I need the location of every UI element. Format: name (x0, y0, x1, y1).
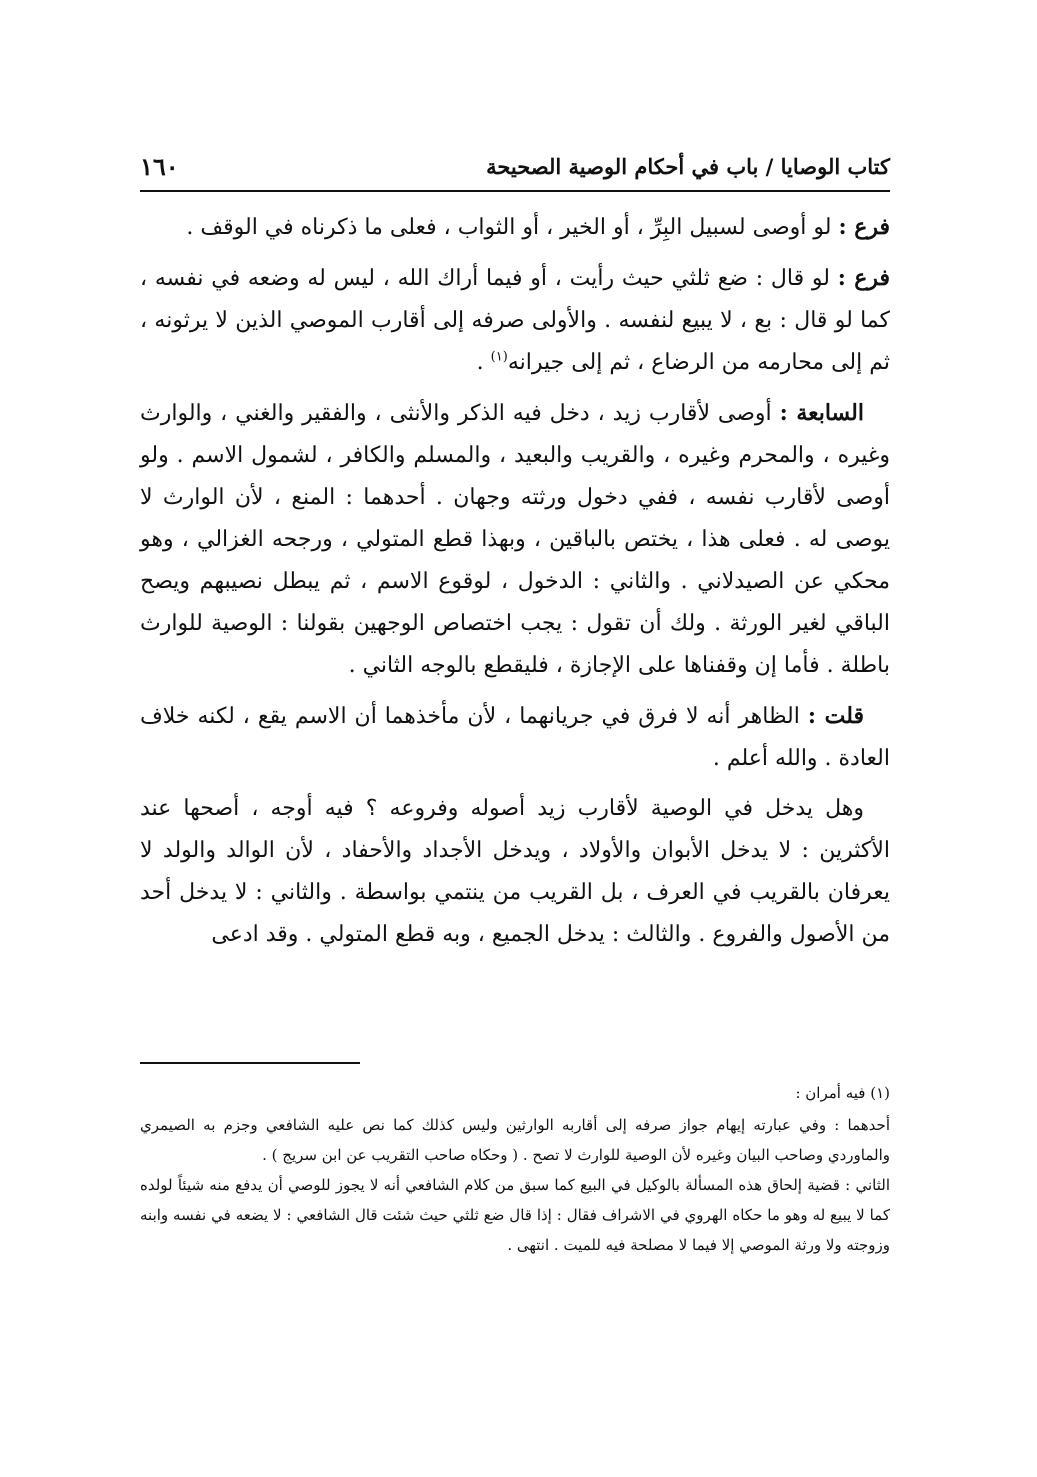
paragraph-text: وهل يدخل في الوصية لأقارب زيد أصوله وفروعه ؟ فيه أوجه ، أصحها عند الأكثرين : لا يدخل الأبوان والأولاد ، ويدخل الأجداد والأحفاد ، لأن الوالد والولد لا يعرفان بالقريب في العرف ، بل القريب من ينتمي بواسطة . والثاني : لا يدخل أحد من الأصول والفروع . والثالث : يدخل الجميع ، وبه قطع المتولي . وقد ادعى (140, 796, 890, 947)
paragraph-lead: السابعة : (779, 400, 864, 426)
footnote-heading: (١) فيه أمران : (795, 1084, 890, 1102)
paragraph-far-1 (140, 206, 890, 249)
footnotes (140, 1078, 890, 1260)
book-page (140, 140, 890, 1440)
footnote-divider (140, 1062, 360, 1064)
paragraph-text: لو أوصى لسبيل البِرِّ ، أو الخير ، أو الثواب ، فعلى ما ذكرناه في الوقف . (186, 215, 839, 240)
page-number: ١٦٠ (140, 152, 179, 181)
paragraph-usul-furu (140, 788, 890, 956)
paragraph-lead: فرع : (837, 265, 891, 291)
paragraph-far-2 (140, 257, 890, 384)
paragraph-text: لو قال : ضع ثلثي حيث رأيت ، أو فيما أراك الله ، ليس له وضعه في نفسه ، كما لو قال : بع ، لا يبيع لنفسه . والأولى صرفه إلى أقارب الموصي الذين لا يرثونه ، ثم إلى محارمه من الرضاع ، ثم إلى جيرانه (140, 266, 890, 375)
paragraph-lead: فرع : (838, 214, 890, 240)
paragraph-qultu (140, 695, 890, 780)
paragraph-tail: . (476, 350, 491, 375)
footnote-reference: (١) (490, 349, 508, 365)
paragraph-text: الظاهر أنه لا فرق في جريانهما ، لأن مأخذهما أن الاسم يقع ، لكنه خلاف العادة . والله أعلم . (140, 704, 890, 771)
running-title: كتاب الوصايا / باب في أحكام الوصية الصحيحة (486, 154, 890, 179)
footnote-item-second: الثاني : قضية إلحاق هذه المسألة بالوكيل في البيع كما سبق من كلام الشافعي أنه لا يجوز للوصي أن يدفع منه شيئاً لولده كما لا يبيع له وهو ما حكاه الهروي في الاشراف فقال : إذا قال ضع ثلثي حيث شئت قال الشافعي : لا يضعه في نفسه وابنه وزوجته ولا ورثة الموصي إلا فيما لا مصلحة فيه للميت . انتهى . (140, 1176, 890, 1254)
paragraph-lead: قلت : (807, 703, 865, 729)
paragraph-seventh (140, 392, 890, 687)
main-text (140, 206, 890, 964)
footnote-item-first: أحدهما : وفي عبارته إيهام جواز صرفه إلى أقاربه الوارثين وليس كذلك كما نص عليه الشافعي وجزم به الصيمري والماوردي وصاحب البيان وغيره لأن الوصية للوارث لا تصح . ( وحكاه صاحب التقريب عن ابن سريج ) . (140, 1116, 890, 1164)
paragraph-text: أوصى لأقارب زيد ، دخل فيه الذكر والأنثى ، والفقير والغني ، والوارث وغيره ، والمحرم وغيره ، والقريب والبعيد ، والمسلم والكافر ، لشمول الاسم . ولو أوصى لأقارب نفسه ، ففي دخول ورثته وجهان . أحدهما : المنع ، لأن الوارث لا يوصى له . فعلى هذا ، يختص بالباقين ، وبهذا قطع المتولي ، ورجحه الغزالي ، وهو محكي عن الصيدلاني . والثاني : الدخول ، لوقوع الاسم ، ثم يبطل نصيبهم ويصح الباقي لغير الورثة . ولك أن تقول : يجب اختصاص الوجهين بقولنا : الوصية للوارث باطلة . فأما إن وقفناها على الإجازة ، فليقطع بالوجه الثاني . (140, 401, 890, 678)
page-header (140, 150, 890, 192)
